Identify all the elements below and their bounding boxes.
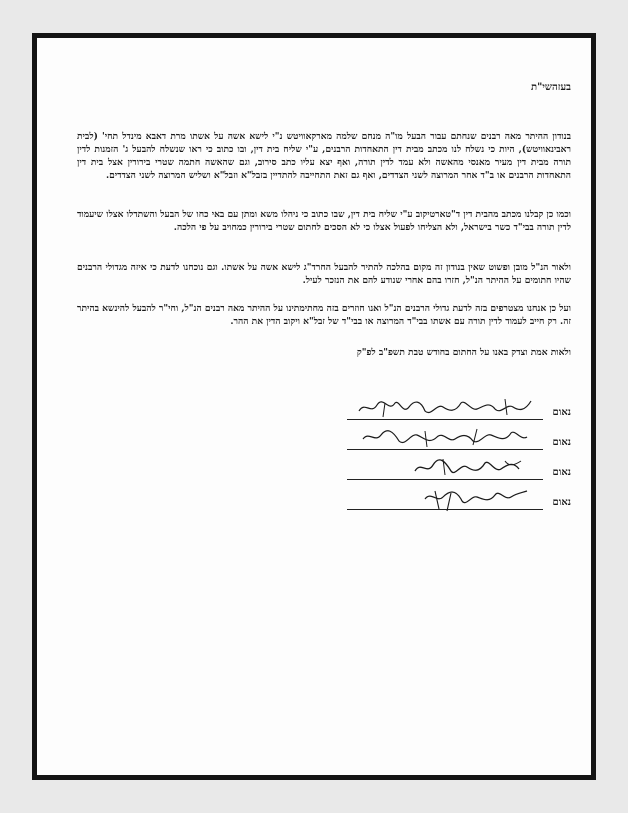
signature-row-4 (341, 486, 571, 510)
paragraph-2: וכמו כן קבלנו מכתב מהבית דין ד"טארטיקוב ע"י שליח בית דין, שבו כתוב כי ניהלו משא ומתן עם באי כחו של הבעל והשתדלו אצלו שיעמוד לדין תורה בבי"ד כשר בישראל, ולא הצליחו לפעול אצלו כי לא הסכים לחתום שטרי בירורין כמחויב על פי הלכה. (77, 209, 571, 233)
document-page (32, 33, 596, 780)
signature-row-2 (341, 426, 571, 450)
paragraph-3: ולאור הנ"ל מובן ופשוט שאין בנודון זה מקום בהלכה להתיר להבעל החרד"ג לישא אשה על אשתו. וגם נוכחנו לדעת כי איזה מגדולי הרבנים שהיו חתומים על ההיתר הנ"ל, חזרו בהם אחרי שנודע להם את הנזכר לעיל. (77, 262, 571, 286)
signature-line (347, 449, 543, 450)
signature-row-3 (341, 456, 571, 480)
handwritten-signature-2 (355, 427, 535, 449)
document-header: בעזהשי"ת (530, 82, 571, 93)
signature-label: נאום (552, 437, 571, 448)
signature-label: נאום (552, 497, 571, 508)
signature-label: נאום (552, 407, 571, 418)
letter-body (77, 38, 571, 775)
handwritten-signature-1 (355, 397, 535, 419)
signature-row-1 (341, 396, 571, 420)
signature-line (347, 479, 543, 480)
closing-statement: ולאות אמת וצדק באנו על החתום בחודש טבת תשפ"ב לפ"ק (356, 347, 571, 358)
paragraph-4: ועל כן אנחנו מצטרפים בזה לדעת גדולי הרבנים הנ"ל ואנו חוזרים בזה מחתימתינו על ההיתר מאה רבנים הנ"ל, וחי"ר להבעל להינשא בהיתר זה. רק חייב לעמוד לדין תורה עם אשתו בבי"ד המרוצה או בבי"ד של זבל"א ויקוב הדין את ההר. (77, 303, 571, 327)
signature-line (347, 419, 543, 420)
paragraph-1: בנודון ההיתר מאה רבנים שנחתם עבור הבעל מו"ה מנחם שלמה מארקאוויטש נ"י לישא אשה על אשתו מרת דאבא מינדל תחי' (לבית ראבינאוויטש), היות כי נשלח לנו מכתב מבית דין התאחדות הרבנים, ע"י שליח בית דין, ובו כתוב כי ראו שנשלח להבעל ג' הזמנות לדין תורה מבית דין מעיר מאנסי מהאשה ולא עמד לדין תורה, ואף יצא עליו כתב סירוב, וגם שהאשה חתמה שטרי בירורין אצל בית דין התאחדות הרבנים או ב"ד אחר המרוצה לשני הצדדים, ואף גם זאת התחייבה להתדיין בזבל"א וזבל"א ושליש המרוצה לשני הצדדים. (77, 131, 571, 181)
handwritten-signature-4 (355, 487, 535, 509)
handwritten-signature-3 (355, 457, 535, 479)
signature-label: נאום (552, 467, 571, 478)
signature-line (347, 509, 543, 510)
